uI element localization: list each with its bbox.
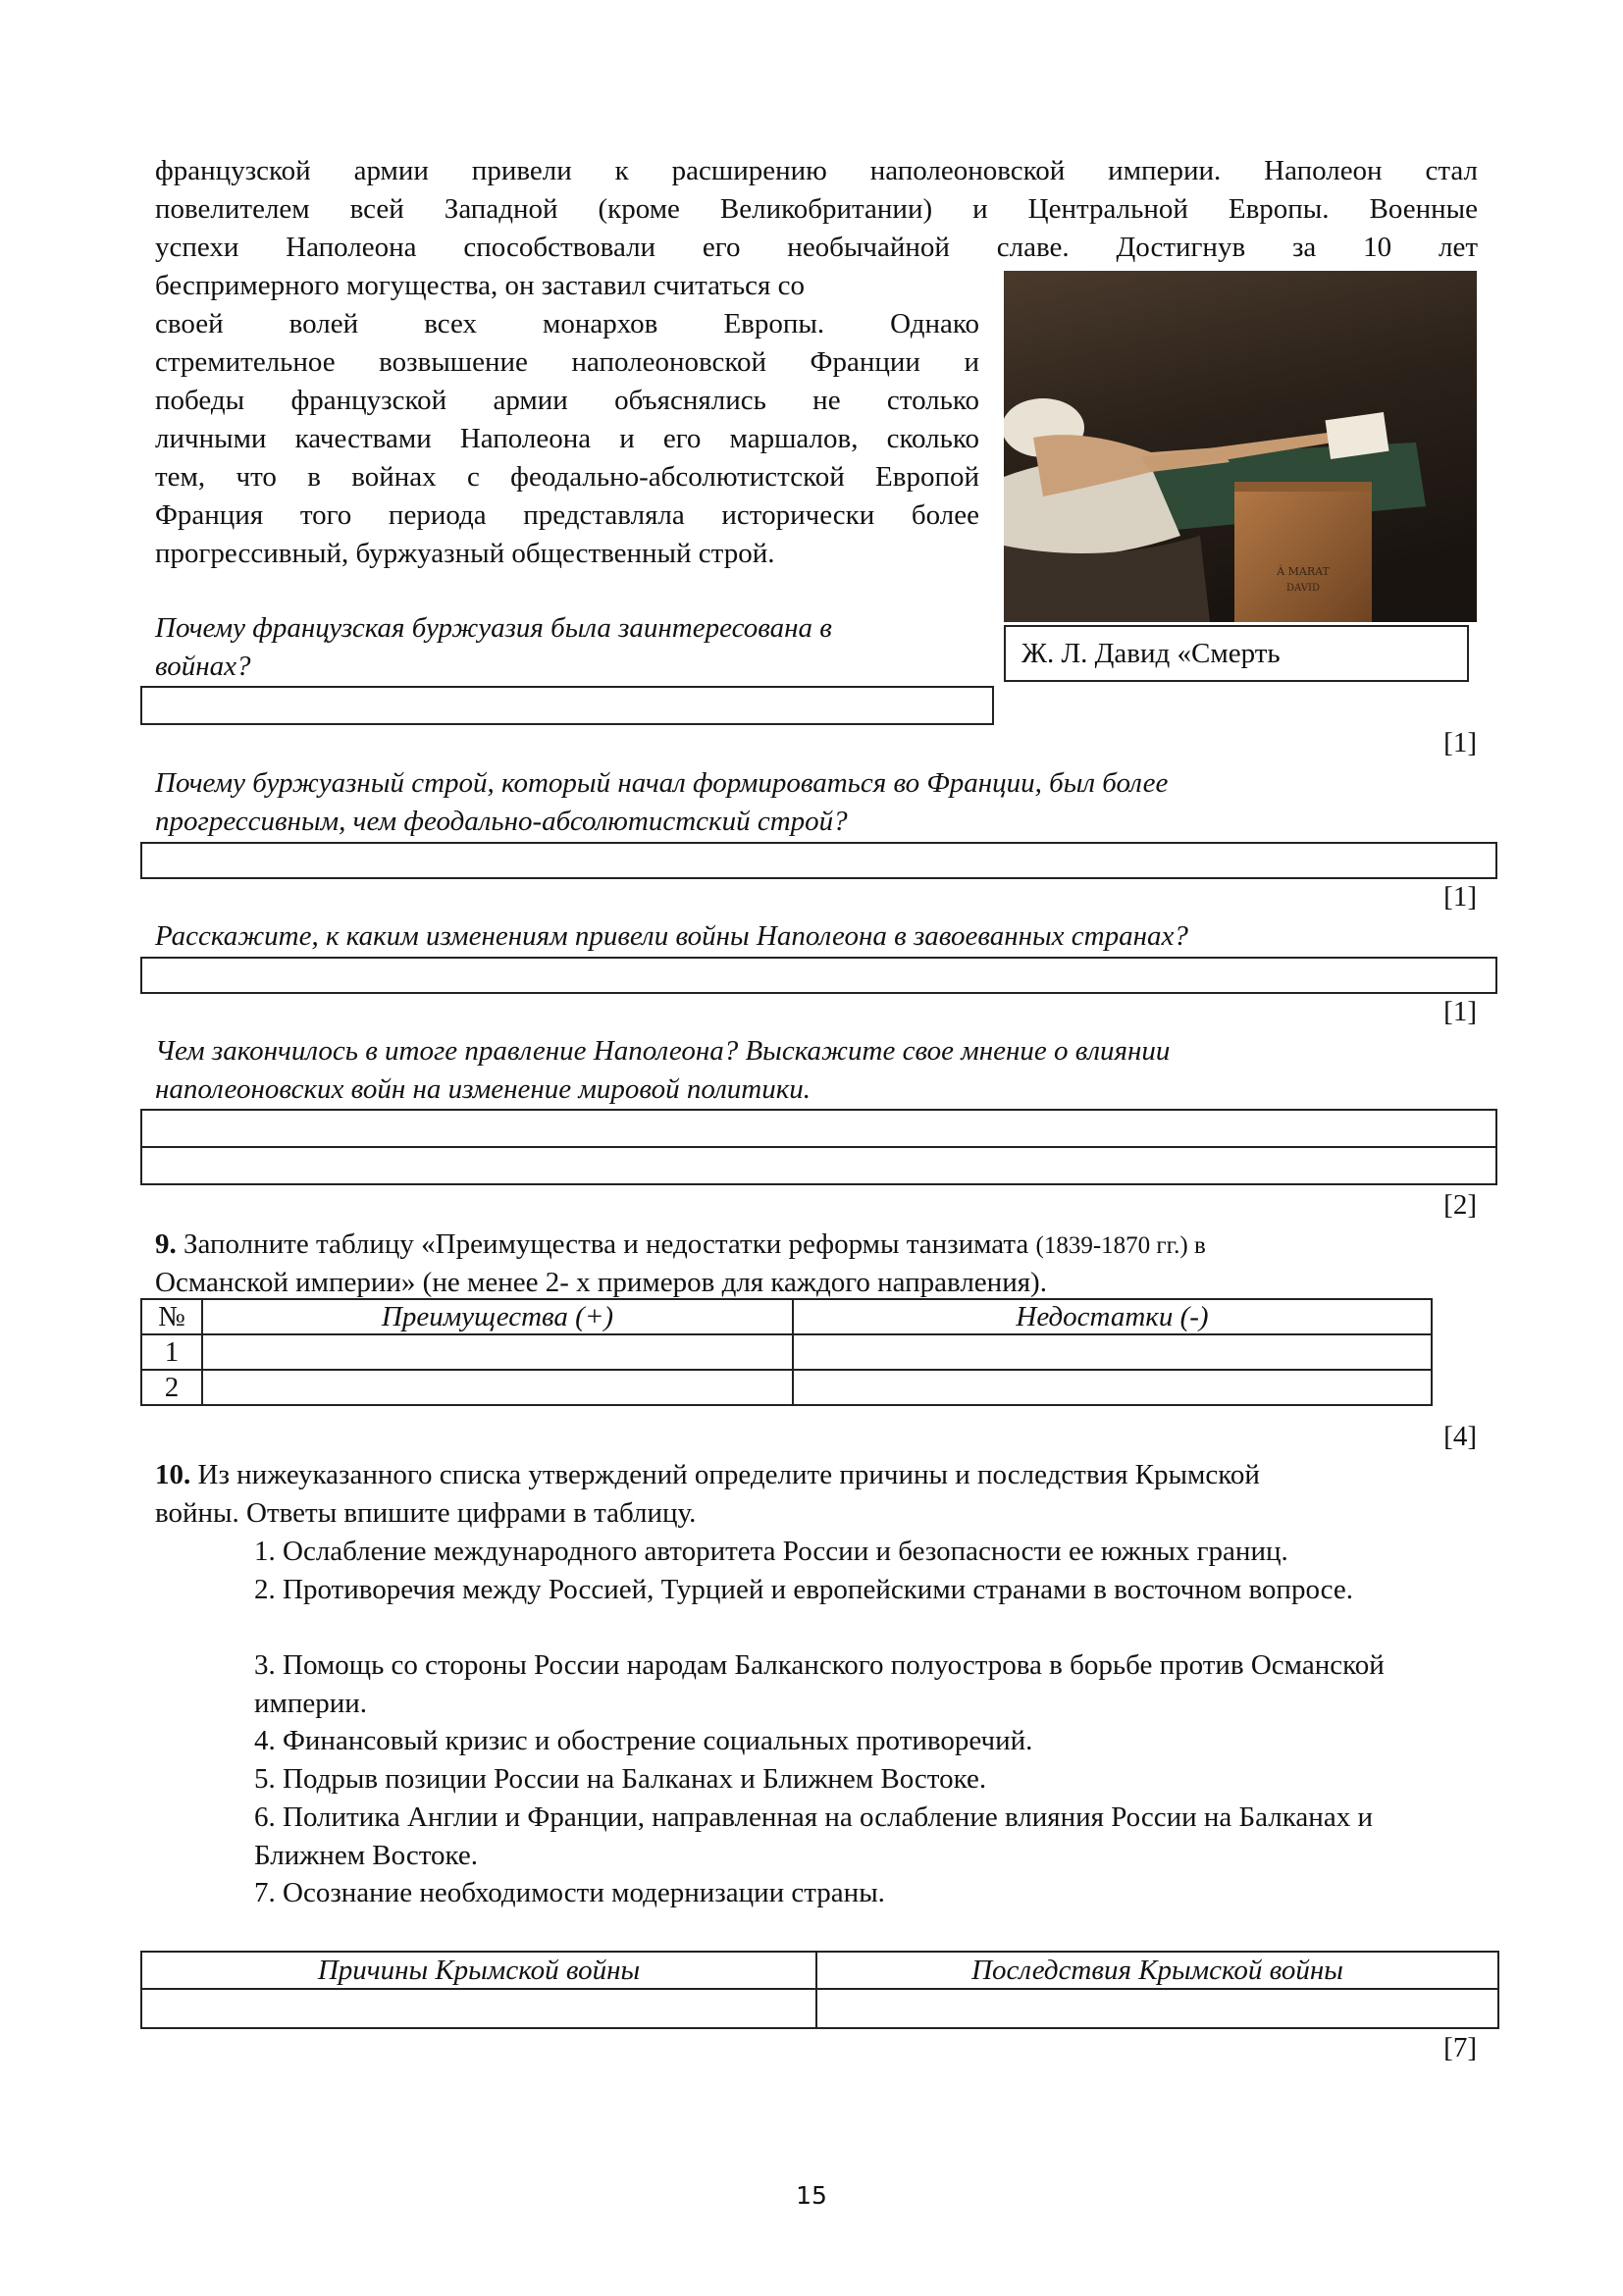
- crimean-war-table: [140, 1951, 1499, 2029]
- intro-col-line-7: Франция того периода представляла исторически более: [155, 499, 979, 531]
- score-q2: [1]: [1443, 881, 1477, 913]
- table-row: [141, 1334, 1432, 1370]
- table-row: [141, 1370, 1432, 1405]
- column-header-causes: Причины Крымской войны: [141, 1952, 816, 1989]
- task-9-line-1: [155, 1226, 1490, 1266]
- image-caption: Ж. Л. Давид «Смерть: [1021, 638, 1281, 669]
- score-q4: [2]: [1443, 1189, 1477, 1221]
- column-header-disadvantages: Недостатки (-): [793, 1299, 1432, 1334]
- list-item: 5. Подрыв позиции России на Балканах и Ближнем Востоке.: [254, 1763, 987, 1795]
- task-10-line-2: войны. Ответы впишите цифрами в таблицу.: [155, 1497, 697, 1529]
- svg-text:DAVID: DAVID: [1286, 583, 1320, 594]
- column-header-advantages: Преимущества (+): [202, 1299, 793, 1334]
- tanzimat-table: [140, 1298, 1433, 1406]
- intro-col-line-4: победы французской армии объяснялись не столько: [155, 385, 979, 416]
- question-2-line-1: Почему буржуазный строй, который начал формироваться во Франции, был более: [155, 767, 1169, 799]
- task-10-number: 10.: [155, 1459, 191, 1490]
- intro-line-1: французской армии привели к расширению наполеоновской империи. Наполеон стал: [155, 155, 1478, 186]
- intro-col-line-8: прогрессивный, буржуазный общественный строй.: [155, 538, 775, 569]
- column-header-consequences: Последствия Крымской войны: [816, 1952, 1498, 1989]
- answer-field-3[interactable]: [140, 957, 1497, 994]
- svg-text:À MARAT: À MARAT: [1277, 565, 1330, 578]
- score-q1: [1]: [1443, 727, 1477, 758]
- row-number: 1: [141, 1334, 202, 1370]
- score-task-9: [4]: [1443, 1421, 1477, 1452]
- page-number: 15: [796, 2181, 827, 2210]
- table-header-row: [141, 1952, 1498, 1989]
- causes-answer-cell[interactable]: [141, 1989, 816, 2028]
- consequences-answer-cell[interactable]: [816, 1989, 1498, 2028]
- intro-col-line-3: стремительное возвышение наполеоновской Франции и: [155, 346, 979, 378]
- image-caption-box: [1004, 625, 1469, 682]
- column-header-number: №: [141, 1299, 202, 1334]
- answer-field-1[interactable]: [140, 686, 994, 725]
- intro-line-2: повелителем всей Западной (кроме Великобритании) и Центральной Европы. Военные: [155, 193, 1478, 225]
- task-9-number: 9.: [155, 1228, 177, 1260]
- intro-col-line-6: тем, что в войнах с феодально-абсолютистской Европой: [155, 461, 979, 493]
- task-10-line-1: [155, 1456, 1499, 1494]
- question-4-line-2: наполеоновских войн на изменение мировой политики.: [155, 1073, 812, 1105]
- list-item: 3. Помощь со стороны России народам Балканского полуострова в борьбе против Османской империи.: [254, 1649, 1385, 1719]
- question-1-line-2: войнах?: [155, 651, 251, 682]
- disadvantage-cell-2[interactable]: [793, 1370, 1432, 1405]
- score-task-10: [7]: [1443, 2032, 1477, 2063]
- question-3-line-1: Расскажите, к каким изменениям привели войны Наполеона в завоеванных странах?: [155, 920, 1188, 952]
- task-9-text-a: Заполните таблицу «Преимущества и недостатки реформы танзимата: [176, 1228, 1036, 1260]
- list-item: 2. Противоречия между Россией, Турцией и европейскими странами в восточном вопросе.: [254, 1574, 1354, 1605]
- list-item: 1. Ослабление международного авторитета России и безопасности ее южных границ.: [254, 1536, 1288, 1567]
- task-9-text-b: в: [1187, 1232, 1206, 1259]
- intro-col-line-5: личными качествами Наполеона и его маршалов, сколько: [155, 423, 979, 454]
- death-of-marat-painting: [1004, 271, 1477, 622]
- intro-col-line-1: беспримерного могущества, он заставил считаться со: [155, 270, 806, 301]
- list-item: 6. Политика Англии и Франции, направленная на ослабление влияния России на Балканах и Ближнем Востоке.: [254, 1801, 1373, 1871]
- question-1-line-1: Почему французская буржуазия была заинтересована в: [155, 612, 832, 644]
- task-9-line-2: Османской империи» (не менее 2- х примеров для каждого направления).: [155, 1267, 1047, 1298]
- intro-col-line-2: своей волей всех монархов Европы. Однако: [155, 308, 979, 339]
- painting-image: [1004, 271, 1477, 622]
- task-10-text-line-1: Из нижеуказанного списка утверждений определите причины и последствия Крымской: [190, 1459, 1260, 1490]
- score-q3: [1]: [1443, 996, 1477, 1027]
- row-number: 2: [141, 1370, 202, 1405]
- answer-field-4a[interactable]: [140, 1109, 1497, 1148]
- question-2-line-2: прогрессивным, чем феодально-абсолютистский строй?: [155, 806, 848, 837]
- question-4-line-1: Чем закончилось в итоге правление Наполеона? Выскажите свое мнение о влиянии: [155, 1035, 1171, 1067]
- list-item: 4. Финансовый кризис и обострение социальных противоречий.: [254, 1725, 1033, 1756]
- task-9-dates: (1839-1870 гг.): [1035, 1232, 1188, 1259]
- table-header-row: [141, 1299, 1432, 1334]
- intro-line-3: успехи Наполеона способствовали его необычайной славе. Достигнув за 10 лет: [155, 232, 1478, 263]
- answer-field-2[interactable]: [140, 842, 1497, 879]
- table-row: [141, 1989, 1498, 2028]
- advantage-cell-2[interactable]: [202, 1370, 793, 1405]
- list-item: 7. Осознание необходимости модернизации страны.: [254, 1877, 885, 1908]
- advantage-cell-1[interactable]: [202, 1334, 793, 1370]
- disadvantage-cell-1[interactable]: [793, 1334, 1432, 1370]
- answer-field-4b[interactable]: [140, 1146, 1497, 1185]
